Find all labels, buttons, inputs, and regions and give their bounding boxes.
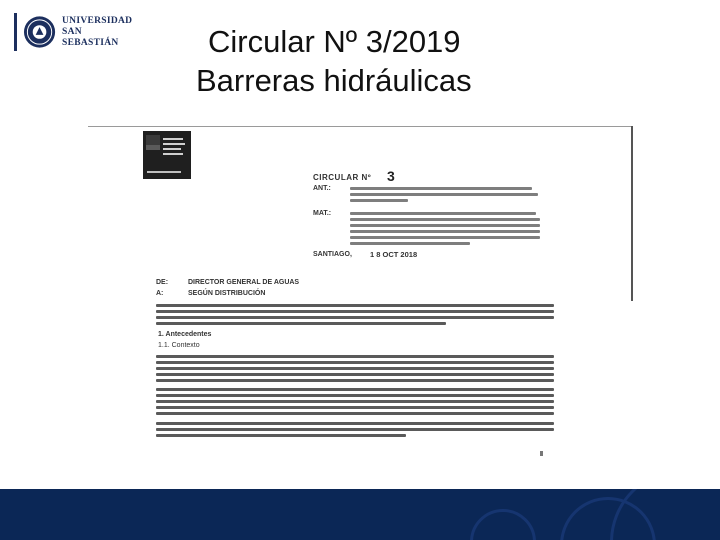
page-mark (540, 451, 543, 456)
document-right-edge (631, 126, 633, 301)
university-seal-icon (23, 15, 56, 49)
footer-band (0, 489, 720, 540)
slide-title (196, 22, 576, 100)
de-label: DE: (156, 279, 169, 286)
a-label: A: (156, 290, 164, 297)
document-date: 1 8 OCT 2018 (370, 250, 418, 259)
mat-label: MAT.: (313, 210, 332, 217)
circular-number: 3 (387, 168, 395, 184)
scanned-circular-document (88, 126, 633, 482)
logo-wordmark (62, 16, 139, 49)
document-top-edge (88, 126, 633, 127)
government-emblem-icon (143, 131, 191, 179)
ant-label: ANT.: (313, 185, 331, 192)
circular-label: CIRCULAR Nº (313, 173, 372, 182)
santiago-label: SANTIAGO, (313, 251, 352, 258)
logo-bar (14, 13, 17, 51)
logo-line-2: SAN SEBASTIÁN (62, 26, 119, 48)
a-value: SEGÚN DISTRIBUCIÓN (188, 290, 266, 297)
logo-line-1: UNIVERSIDAD (62, 15, 133, 26)
title-line-2: Barreras hidráulicas (196, 63, 472, 98)
de-value: DIRECTOR GENERAL DE AGUAS (188, 279, 300, 286)
title-line-1: Circular Nº 3/2019 (208, 24, 461, 59)
subsection-contexto: 1.1. Contexto (158, 342, 200, 349)
section-antecedentes: 1. Antecedentes (158, 331, 212, 338)
university-logo (14, 12, 139, 52)
